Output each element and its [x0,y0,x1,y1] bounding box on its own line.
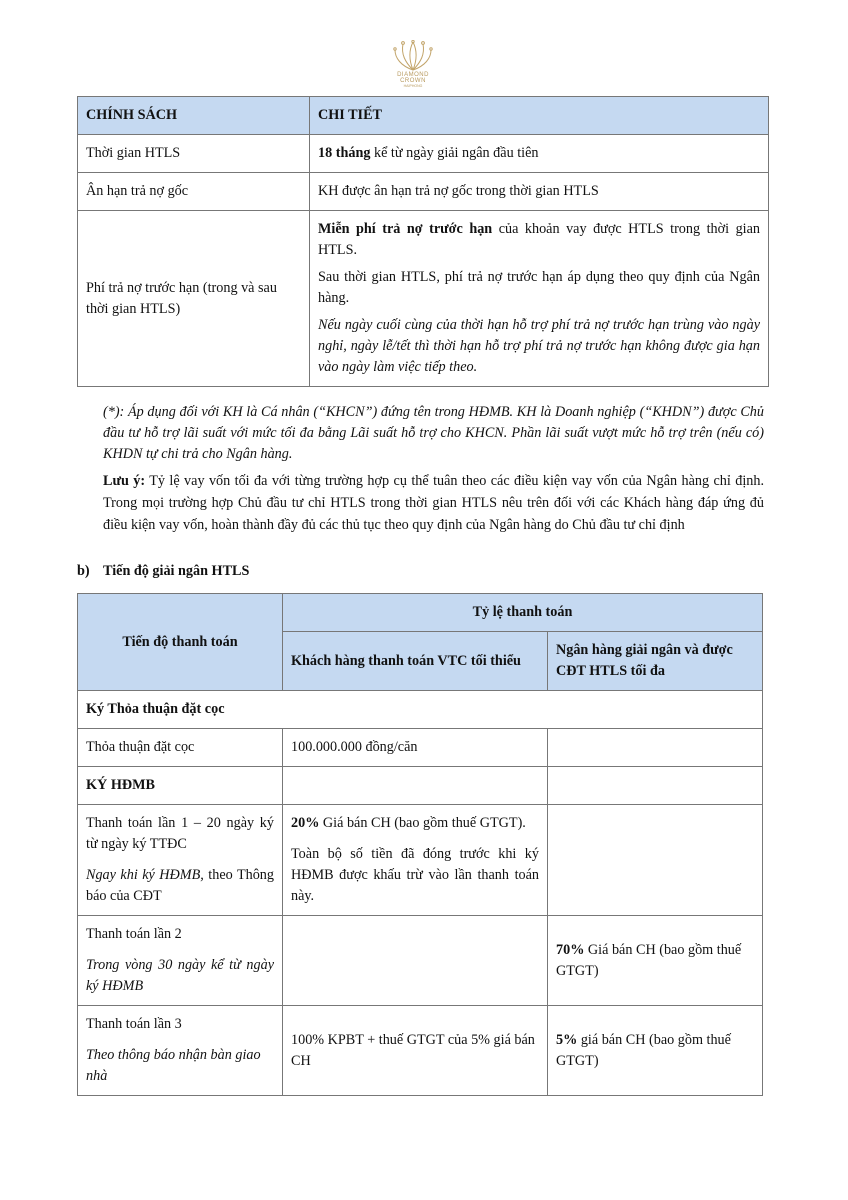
table-row [78,767,763,805]
header-bank-max: Ngân hàng giải ngân và được CĐT HTLS tối đa [548,632,763,691]
bank-percent: 70% [556,941,585,958]
section-row-contract [78,767,283,805]
schedule-label-text: Thanh toán lần 2 [86,926,182,942]
policy-table [77,96,769,387]
section-marker: b) [77,563,90,579]
detail-paragraph-italic [318,315,760,378]
section-row-label: Ký Thỏa thuận đặt cọc [86,701,225,717]
bank-percent: 5% [556,1031,578,1048]
detail-paragraph [318,219,760,261]
schedule-label-italic: Theo thông báo nhận bàn giao nhà [86,1047,261,1084]
policy-detail [310,135,769,173]
detail-italic: Nếu ngày cuối cùng của thời hạn hỗ trợ phí trả nợ trước hạn trùng vào ngày nghỉ, ngày lễ/tết thì thời hạn hỗ trợ phí trả nợ trước hạn không được gia hạn vào ngày làm việc tiếp theo. [318,317,760,375]
policy-detail [310,211,769,387]
section-title: Tiến độ giải ngân HTLS [103,563,250,579]
policy-label: Thời gian HTLS [78,135,310,173]
section-row-label: KÝ HĐMB [86,777,155,793]
customer-amount: 100.000.000 đồng/căn [283,729,548,767]
table-row [78,729,763,767]
empty-cell [548,767,763,805]
customer-amount-text [291,813,539,834]
table-row [78,135,769,173]
customer-amount [283,805,548,916]
table-row [78,173,769,211]
logo-text-diamond: DIAMOND [397,72,429,78]
schedule-label-note [86,1045,274,1087]
schedule-label-italic: Trong vòng 30 ngày kể từ ngày ký HĐMB [86,957,274,994]
policy-label: Ân hạn trả nợ gốc [78,173,310,211]
bank-amount [548,729,763,767]
schedule-label [78,916,283,1006]
section-row-deposit [78,691,763,729]
table-row [78,805,763,916]
logo-text-city: HAIPHONG [403,84,423,88]
company-logo [383,40,443,92]
policy-label: Phí trả nợ trước hạn (trong và sau thời gian HTLS) [78,211,310,387]
note-paragraph [103,470,764,536]
schedule-label [78,805,283,916]
schedule-label-note [86,955,274,997]
header-detail: CHI TIẾT [310,97,769,135]
bank-amount [548,916,763,1006]
disbursement-table [77,593,763,1096]
section-heading [77,563,249,580]
detail-bold: 18 tháng [318,145,371,161]
crown-icon [391,40,435,72]
customer-amount: 100% KPBT + thuế GTGT của 5% giá bán CH [283,1006,548,1096]
footnote: (*): Áp dụng đối với KH là Cá nhân (“KHCN”) đứng tên trong HĐMB. KH là Doanh nghiệp (“KHDN”) được Chủ đầu tư hỗ trợ lãi suất với mức tối đa bằng Lãi suất hỗ trợ cho KHCN. Phần lãi suất vượt mức hỗ trợ trên (nếu có) KHDN tự chi trả cho Ngân hàng. [103,404,764,462]
bank-amount [548,1006,763,1096]
table-row [78,691,763,729]
header-customer-min: Khách hàng thanh toán VTC tối thiểu [283,632,548,691]
note-text: Tỷ lệ vay vốn tối đa với từng trường hợp cụ thể tuân theo các điều kiện vay vốn của Ngân hàng chỉ định. Trong mọi trường hợp Chủ đầu tư chỉ HTLS trong thời gian HTLS nêu trên đối với các Khách hàng đáp ứng đủ điều kiện vay vốn, hoàn thành đầy đủ các thủ tục theo quy định của Ngân hàng do Chủ đầu tư chỉ định [103,473,764,533]
policy-detail: KH được ân hạn trả nợ gốc trong thời gian HTLS [310,173,769,211]
note-label: Lưu ý: [103,473,146,489]
schedule-label: Thỏa thuận đặt cọc [78,729,283,767]
empty-cell [283,767,548,805]
policy-table-header [78,97,769,135]
schedule-label [78,1006,283,1096]
detail-text: của khoản vay được HTLS trong thời gian HTLS. [318,221,761,258]
detail-text: kể từ ngày giải ngân đầu tiên [370,145,539,161]
logo-text-crown: CROWN [400,78,426,84]
bank-amount [548,805,763,916]
header-payment-rate: Tỷ lệ thanh toán [283,594,763,632]
header-schedule: Tiến độ thanh toán [78,594,283,691]
customer-amount [283,916,548,1006]
schedule-label-text: Thanh toán lần 3 [86,1016,182,1032]
bank-amount-rest: giá bán CH (bao gồm thuế GTGT) [556,1031,731,1069]
schedule-header-row [78,594,763,632]
schedule-label-italic: Ngay khi ký HĐMB, [86,867,204,883]
schedule-label-text: Thanh toán lần 1 – 20 ngày ký từ ngày ký TTĐC [86,815,274,852]
table-row [78,211,769,387]
detail-bold: Miễn phí trả nợ trước hạn [318,221,493,237]
schedule-label-note [86,865,274,907]
table-row [78,916,763,1006]
customer-percent: 20% [291,815,320,831]
table-row [78,1006,763,1096]
customer-amount-note: Toàn bộ số tiền đã đóng trước khi ký HĐMB được khấu trừ vào lần thanh toán này. [291,846,539,904]
header-policy: CHÍNH SÁCH [78,97,310,135]
bank-amount-rest: Giá bán CH (bao gồm thuế GTGT) [556,941,742,979]
customer-amount-rest: Giá bán CH (bao gồm thuế GTGT). [319,815,526,831]
schedule-label-rest: theo Thông báo của CĐT [86,867,274,904]
detail-paragraph: Sau thời gian HTLS, phí trả nợ trước hạn áp dụng theo quy định của Ngân hàng. [318,269,760,306]
